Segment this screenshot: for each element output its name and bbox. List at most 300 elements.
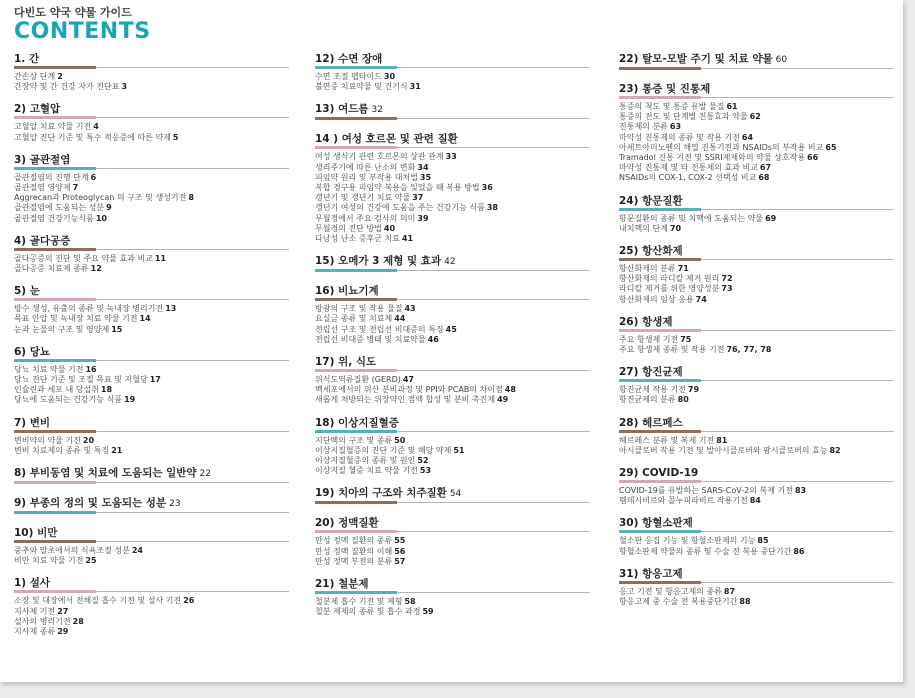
toc-entry-text: 지단백의 구조 및 종류 [315, 435, 393, 445]
toc-entry-text: 피임약 원리 및 부작용 대처법 [315, 172, 418, 182]
section-divider [619, 582, 894, 583]
section-title: 7) 변비 [14, 416, 51, 429]
toc-entry-page: 3 [121, 82, 128, 92]
section-heading[interactable] [315, 132, 595, 146]
toc-entry-text: 통증의 척도 및 통증 유발 물질 [619, 102, 725, 111]
toc-entry[interactable] [315, 183, 595, 193]
toc-entry[interactable] [315, 203, 595, 213]
toc-entry[interactable] [14, 72, 294, 82]
section-heading[interactable] [315, 516, 595, 530]
toc-entry[interactable] [315, 314, 595, 324]
section-items [619, 587, 899, 607]
section-heading[interactable] [14, 496, 294, 511]
toc-section-8 [14, 466, 294, 483]
toc-entry-page: 27 [57, 606, 69, 616]
section-items [619, 264, 899, 305]
toc-entry[interactable] [315, 163, 595, 173]
toc-entry-page: 82 [829, 445, 841, 455]
section-items [14, 596, 294, 637]
toc-entry[interactable] [315, 173, 595, 183]
section-heading[interactable] [619, 244, 899, 258]
toc-entry[interactable] [14, 385, 294, 395]
toc-entry-text: 눈과 눈물의 구조 및 영양제 [14, 324, 110, 334]
toc-entry[interactable] [315, 446, 595, 456]
section-heading[interactable] [619, 194, 899, 208]
toc-entry[interactable] [315, 557, 595, 567]
section-heading[interactable] [14, 345, 294, 359]
toc-entry[interactable] [619, 102, 899, 112]
toc-entry-page: 84 [749, 496, 761, 506]
toc-entry[interactable] [14, 596, 294, 606]
section-page-number: 42 [444, 257, 456, 268]
section-heading[interactable] [619, 416, 899, 430]
toc-entry[interactable] [14, 203, 294, 213]
toc-section-13 [315, 102, 595, 119]
section-heading[interactable] [315, 284, 595, 298]
toc-entry-page: 72 [721, 274, 733, 284]
toc-entry[interactable] [619, 153, 899, 163]
section-accent-bar [619, 430, 701, 433]
toc-entry[interactable] [14, 173, 294, 183]
toc-entry[interactable] [619, 587, 899, 597]
section-heading[interactable] [14, 153, 294, 167]
section-accent-bar [619, 379, 701, 382]
section-divider [619, 380, 894, 381]
section-divider [14, 431, 289, 432]
section-title: 17) 위, 식도 [315, 356, 377, 369]
toc-entry[interactable] [619, 284, 899, 294]
toc-entry[interactable] [619, 446, 899, 456]
section-divider [315, 299, 590, 300]
toc-entry-text: 지사제 종류 [14, 627, 56, 637]
toc-entry-page: 58 [404, 597, 416, 607]
toc-section-29 [619, 466, 899, 506]
section-divider [619, 531, 894, 532]
section-accent-bar [14, 359, 96, 362]
toc-entry[interactable] [619, 274, 899, 284]
toc-entry[interactable] [315, 597, 595, 607]
toc-entry[interactable] [14, 546, 294, 556]
section-accent-bar [14, 167, 96, 170]
toc-section-19 [315, 486, 595, 503]
section-items [619, 335, 899, 355]
toc-entry[interactable] [619, 224, 899, 234]
toc-entry[interactable] [315, 456, 595, 466]
section-heading[interactable] [619, 52, 899, 67]
toc-entry[interactable] [14, 446, 294, 456]
toc-entry-page: 26 [183, 596, 195, 606]
toc-entry[interactable] [619, 536, 899, 546]
section-divider [315, 270, 590, 271]
toc-entry[interactable] [315, 152, 595, 162]
toc-entry[interactable] [619, 436, 899, 446]
toc-entry-page: 62 [749, 112, 761, 122]
toc-entry-text: 무월경의 진단 방법 [315, 223, 382, 233]
toc-entry-page: 69 [765, 213, 777, 223]
section-divider [315, 67, 590, 68]
toc-entry-text: 무월경에서 주요 검사의 의미 [315, 213, 416, 223]
toc-entry-text: 항진균제의 분류 [619, 395, 676, 405]
toc-entry[interactable] [315, 607, 595, 617]
section-accent-bar [315, 530, 397, 533]
section-items [619, 486, 899, 506]
section-accent-bar [14, 590, 96, 593]
toc-entry[interactable] [315, 234, 595, 244]
section-items [14, 122, 294, 142]
section-title: 10) 비만 [14, 527, 58, 540]
toc-entry[interactable] [619, 264, 899, 274]
toc-entry-page: 4 [93, 122, 99, 132]
toc-entry-text: 항산화제의 라디칼 제거 원리 [619, 274, 720, 284]
toc-entry[interactable] [315, 72, 595, 82]
toc-entry-text: 렘데시비르와 몰누피라비르 작용기전 [619, 496, 748, 506]
toc-entry-text: 철분제 흡수 기전 및 제형 [315, 597, 403, 607]
toc-section-22 [619, 52, 899, 69]
toc-section-27 [619, 365, 899, 405]
toc-section-25 [619, 244, 899, 305]
section-divider [14, 299, 289, 300]
toc-section-9 [14, 496, 294, 513]
toc-entry-text: 고혈압 치료 약물 기전 [14, 122, 92, 132]
section-accent-bar [14, 248, 96, 251]
section-heading[interactable] [14, 526, 294, 540]
toc-entry-text: 이상지질 혈증 치료 약물 기전 [315, 466, 418, 476]
toc-entry[interactable] [14, 556, 294, 566]
toc-entry[interactable] [619, 335, 899, 345]
toc-entry[interactable] [619, 597, 899, 607]
section-title: 21) 철분제 [315, 578, 369, 591]
section-items [315, 152, 595, 244]
toc-entry-page: 43 [404, 304, 416, 314]
toc-entry-page: 59 [422, 607, 434, 617]
section-title: 8) 부비동염 및 치료에 도움되는 일반약 [14, 467, 197, 480]
toc-section-5 [14, 284, 294, 335]
section-divider [14, 360, 289, 361]
toc-entry-text: 주요 항생제 기전 [619, 334, 679, 344]
toc-entry[interactable] [619, 496, 899, 506]
toc-entry-page: 15 [111, 324, 123, 334]
section-page-number: 32 [371, 105, 383, 116]
section-divider [315, 502, 590, 503]
toc-entry-page: 25 [85, 556, 97, 566]
toc-entry-page: 75 [680, 334, 692, 344]
toc-entry[interactable] [619, 173, 899, 183]
toc-section-21 [315, 577, 595, 617]
toc-entry-text: 만성 정맥 질환의 종류 [315, 536, 393, 546]
toc-entry-page: 86 [793, 546, 805, 556]
toc-entry-text: 만성 정맥 질환의 이해 [315, 546, 393, 556]
section-title: 30) 항혈소판제 [619, 517, 693, 530]
section-heading[interactable] [14, 416, 294, 430]
section-divider [315, 147, 590, 148]
section-accent-bar [315, 66, 397, 69]
toc-entry-text: 중추와 말초에서의 식욕조절 성분 [14, 546, 130, 556]
toc-entry-text: 골관절염에 도움되는 성분 [14, 203, 105, 213]
section-accent-bar [619, 581, 701, 584]
toc-entry-page: 63 [669, 122, 682, 132]
toc-entry[interactable] [315, 385, 595, 395]
section-heading[interactable] [14, 466, 294, 481]
section-divider [619, 259, 894, 260]
toc-entry-page: 18 [100, 385, 113, 395]
toc-entry-page: 35 [419, 172, 432, 182]
toc-entry-text: 주요 항생제 종류 및 작용 기전 [619, 345, 725, 355]
section-title: 1. 간 [14, 53, 40, 65]
toc-entry-text: 지사제 기전 [14, 606, 56, 616]
toc-entry[interactable] [315, 304, 595, 314]
toc-entry-text: 당뇨 치료 약물 기전 [14, 364, 84, 374]
section-heading[interactable] [619, 315, 899, 329]
toc-entry-text: 설사의 병리기전 [14, 616, 71, 626]
section-items [619, 536, 899, 556]
toc-entry-page: 40 [383, 223, 396, 233]
section-accent-bar [315, 501, 397, 504]
toc-entry-text: 간손상 단계 [14, 72, 56, 81]
toc-entry-page: 21 [111, 445, 123, 455]
toc-entry[interactable] [619, 486, 899, 496]
section-accent-bar [315, 591, 397, 594]
toc-entry[interactable] [315, 224, 595, 234]
toc-entry[interactable] [14, 314, 294, 324]
toc-section-4 [14, 234, 294, 274]
toc-entry[interactable] [315, 547, 595, 557]
toc-entry-text: 철분 제제의 종류 및 흡수 과정 [315, 607, 421, 617]
section-accent-bar [619, 258, 701, 261]
toc-entry-page: 87 [723, 586, 736, 596]
toc-entry[interactable] [619, 295, 899, 305]
toc-entry-text: 항문질환의 종류 및 치핵에 도움되는 약물 [619, 213, 764, 223]
toc-entry[interactable] [315, 395, 595, 405]
toc-entry[interactable] [14, 617, 294, 627]
section-heading[interactable] [315, 52, 595, 66]
section-heading[interactable] [315, 102, 595, 117]
section-heading[interactable] [619, 82, 899, 96]
section-divider [619, 209, 894, 210]
section-heading[interactable] [14, 284, 294, 298]
section-items [315, 597, 595, 617]
section-items [619, 102, 899, 184]
toc-entry-page: 73 [721, 284, 733, 294]
toc-section-14 [315, 132, 595, 244]
section-accent-bar [619, 530, 701, 533]
toc-entry-page: 48 [504, 385, 516, 395]
section-accent-bar [14, 116, 96, 119]
toc-entry[interactable] [619, 112, 899, 122]
toc-entry-page: 55 [394, 536, 406, 546]
toc-entry[interactable] [315, 536, 595, 546]
toc-entry[interactable] [14, 607, 294, 617]
toc-entry[interactable] [315, 82, 595, 92]
toc-entry[interactable] [619, 385, 899, 395]
section-heading[interactable] [619, 365, 899, 379]
toc-entry-page: 11 [154, 253, 167, 263]
toc-entry[interactable] [315, 325, 595, 335]
section-heading[interactable] [315, 254, 595, 269]
section-items [619, 214, 899, 234]
section-divider [14, 249, 289, 250]
toc-section-11 [14, 576, 294, 637]
toc-entry-text: 수면 조절 펩타이드 [315, 72, 382, 81]
toc-entry[interactable] [14, 375, 294, 385]
toc-entry-text: 마약성 진통제의 종류 및 작용 기전 [619, 132, 740, 142]
section-accent-bar [619, 329, 701, 332]
toc-entry[interactable] [14, 183, 294, 193]
section-items [315, 536, 595, 567]
section-heading[interactable] [14, 576, 294, 590]
toc-entry[interactable] [619, 547, 899, 557]
toc-entry-page: 34 [417, 162, 429, 172]
section-items [14, 436, 294, 456]
toc-entry[interactable] [14, 395, 294, 405]
section-accent-bar [14, 481, 96, 484]
section-accent-bar [315, 369, 397, 372]
toc-entry[interactable] [619, 143, 899, 153]
section-title: 25) 항산화제 [619, 245, 683, 258]
section-divider [315, 431, 590, 432]
toc-entry[interactable] [14, 122, 294, 132]
toc-entry[interactable] [14, 325, 294, 335]
section-heading[interactable] [619, 466, 899, 480]
toc-entry[interactable] [14, 82, 294, 92]
section-items [14, 365, 294, 406]
toc-entry[interactable] [619, 214, 899, 224]
section-heading[interactable] [619, 516, 899, 530]
toc-section-17 [315, 355, 595, 406]
section-items [315, 375, 595, 406]
toc-entry-page: 31 [409, 82, 421, 92]
toc-entry[interactable] [14, 264, 294, 274]
toc-entry-text: 마약성 진통제 및 타 진통제의 효과 비교 [619, 163, 758, 173]
toc-entry-page: 10 [95, 213, 107, 223]
section-accent-bar [315, 430, 397, 433]
toc-entry[interactable] [619, 133, 899, 143]
section-divider [315, 370, 590, 371]
section-title: 2) 고혈압 [14, 103, 61, 116]
toc-entry[interactable] [14, 627, 294, 637]
toc-entry-text: 벡세포에서의 위산 분비과정 및 PPI와 PCAB의 차이점 [315, 385, 503, 395]
section-heading[interactable] [14, 234, 294, 248]
toc-entry[interactable] [315, 375, 595, 385]
section-accent-bar [14, 540, 96, 543]
toc-section-10 [14, 526, 294, 566]
section-heading[interactable] [315, 577, 595, 591]
section-heading[interactable] [14, 52, 294, 66]
toc-entry-text: 라디칼 제거를 위한 영양성분 [619, 284, 720, 294]
toc-section-1 [14, 52, 294, 92]
toc-entry[interactable] [14, 304, 294, 314]
toc-entry[interactable] [315, 214, 595, 224]
toc-entry[interactable] [14, 214, 294, 224]
toc-entry-text: 요실금 종류 및 치료제 [315, 314, 393, 324]
toc-entry[interactable] [619, 163, 899, 173]
toc-entry[interactable] [315, 466, 595, 476]
toc-entry[interactable] [315, 436, 595, 446]
section-title: 1) 설사 [14, 577, 51, 590]
section-heading[interactable] [315, 355, 595, 369]
toc-entry[interactable] [14, 133, 294, 143]
toc-entry[interactable] [14, 365, 294, 375]
toc-entry-text: 여성 생식기 관련 호르몬의 상관 관계 [315, 152, 444, 162]
section-title: 4) 골다공증 [14, 234, 71, 247]
section-divider [14, 591, 289, 592]
section-items [619, 385, 899, 405]
toc-entry-page: 67 [759, 163, 772, 173]
toc-entry-text: Tramadol 진통 기전 및 SSRI제제와의 약물 상호작용 [619, 153, 806, 163]
section-divider [14, 67, 289, 68]
toc-entry[interactable] [14, 436, 294, 446]
toc-entry-page: 37 [412, 193, 424, 203]
toc-entry-page: 30 [383, 72, 396, 81]
section-accent-bar [619, 208, 701, 211]
toc-entry-page: 74 [695, 294, 707, 304]
toc-entry-page: 5 [172, 132, 179, 142]
section-title: 18) 이상지질혈증 [315, 416, 399, 429]
section-title: 12) 수면 장애 [315, 53, 383, 65]
section-heading[interactable] [619, 567, 899, 581]
toc-entry-page: 79 [687, 385, 700, 395]
section-page-number: 60 [775, 55, 788, 65]
toc-column-3 [619, 52, 899, 607]
toc-entry-page: 24 [131, 546, 143, 556]
toc-entry-page: 13 [165, 304, 177, 314]
toc-entry-text: 목표 안압 및 녹내장 치료 약물 기전 [14, 314, 138, 324]
toc-entry[interactable] [14, 254, 294, 264]
toc-entry[interactable] [315, 193, 595, 203]
section-items [14, 304, 294, 335]
toc-section-18 [315, 416, 595, 477]
toc-entry-text: 위식도역류질환 (GERD) [315, 375, 401, 385]
toc-entry-text: 아세트아미노펜의 해열 진통기전과 NSAIDs의 부작용 비교 [619, 142, 824, 152]
toc-section-23 [619, 82, 899, 184]
toc-entry-page: 65 [825, 142, 837, 152]
toc-section-2 [14, 102, 294, 142]
toc-entry[interactable] [619, 395, 899, 405]
toc-entry-page: 57 [394, 556, 406, 566]
toc-entry-text: 골관절염 건강기능식품 [14, 213, 94, 223]
toc-entry-page: 88 [739, 597, 751, 607]
toc-entry-text: 골관절염의 진행 단계 [14, 172, 89, 182]
toc-entry-page: 64 [741, 132, 754, 142]
toc-column-2 [315, 52, 595, 617]
toc-entry-text: 혈소판 응집 기능 및 항혈소판제의 기능 [619, 536, 756, 546]
toc-entry[interactable] [315, 335, 595, 345]
toc-entry[interactable] [619, 122, 899, 132]
toc-entry-text: 방광의 구조 및 작용 물질 [315, 304, 403, 314]
section-title: 14 ) 여성 호르몬 및 관련 질환 [315, 133, 458, 146]
toc-entry-page: 47 [402, 375, 414, 385]
toc-entry-text: 생리주기에 따른 난소의 변화 [315, 162, 416, 172]
toc-entry-text: 전립선 구조 및 전립선 비대증의 특징 [315, 324, 444, 334]
toc-entry-text: 다낭성 난소 증후군 치료 [315, 234, 400, 244]
toc-entry-page: 46 [427, 334, 439, 344]
section-divider [315, 592, 590, 593]
section-heading[interactable] [14, 102, 294, 116]
section-items [14, 254, 294, 274]
section-title: 22) 탈모-모발 주기 및 치료 약물 [619, 53, 773, 65]
toc-entry[interactable] [619, 345, 899, 355]
toc-entry[interactable] [14, 193, 294, 203]
toc-entry-text: 전립선 비대증 병태 및 치료약물 [315, 334, 426, 344]
section-heading[interactable] [315, 486, 595, 501]
toc-entry-text: 인슐린과 세포 내 당섭취 [14, 385, 99, 395]
section-title: 13) 여드름 [315, 103, 369, 116]
toc-entry-page: 33 [445, 152, 457, 162]
toc-entry-text: 헤르페스 분류 및 복제 기전 [619, 435, 715, 445]
toc-section-31 [619, 567, 899, 607]
toc-entry-page: 50 [394, 435, 406, 445]
section-heading[interactable] [315, 416, 595, 430]
toc-entry-page: 38 [486, 203, 498, 213]
